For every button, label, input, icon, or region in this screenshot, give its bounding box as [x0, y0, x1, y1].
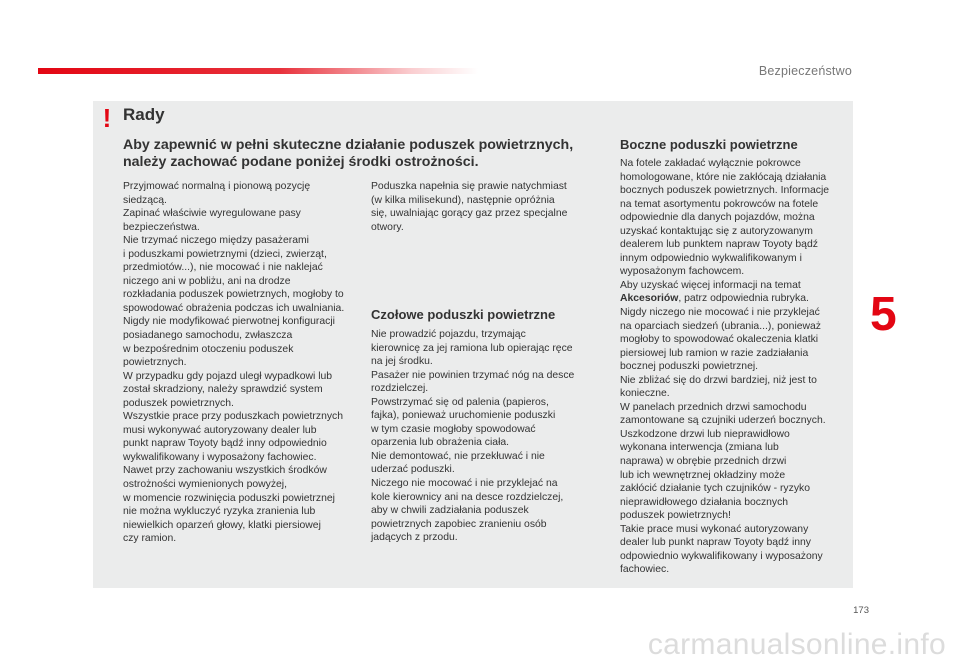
text-line: posiadanego samochodu, zwłaszcza	[123, 330, 293, 342]
text-line: uzyskać kontaktując się z autoryzowanym	[620, 225, 813, 237]
text-line: został skradziony, należy sprawdzić system	[123, 384, 323, 396]
accessories-rest: , patrz odpowiednia rubryka.	[678, 293, 809, 305]
text-line: W przypadku gdy pojazd uległ wypadkowi lub	[123, 370, 333, 382]
text-line: dealerem lub punktem napraw Toyoty bądź	[620, 239, 818, 251]
header-accent-bar	[38, 68, 478, 74]
warning-icon: !	[102, 103, 112, 133]
text-line: w tym czasie mogłoby spowodować	[371, 423, 536, 435]
text-line: zakłócić działanie tych czujników - ryzyko	[620, 483, 810, 495]
section-title: Bezpieczeństwo	[758, 64, 852, 78]
side-airbags-column	[620, 157, 852, 577]
text-line: Nie trzymać niczego między pasażerami	[123, 235, 309, 247]
text-line: Poduszka napełnia się prawie natychmiast	[371, 181, 567, 192]
text-line: bezpieczeństwa.	[123, 221, 200, 233]
text-line: niewielkich oparzeń głowy, klatki piersiowej	[123, 519, 321, 531]
panel-title: Rady	[123, 105, 165, 124]
text-line: Powstrzymać się od palenia (papieros,	[371, 396, 549, 408]
text-line: rozkładania poduszek powietrznych, mogłoby to	[123, 289, 344, 301]
text-line: otwory.	[371, 221, 404, 233]
text-line: wyposażonym fachowcem.	[620, 266, 745, 278]
text-line: nie można wykluczyć ryzyka zranienia lub	[123, 506, 316, 518]
text-line: wykonana interwencja (zmiana lub	[620, 442, 779, 454]
main-heading-line: należy zachować podane poniżej środki ostrożności.	[123, 153, 479, 170]
text-line: siedzącą.	[123, 194, 167, 206]
watermark: carmanualsonline.info	[647, 628, 946, 661]
text-line: Nie zbliżać się do drzwi bardziej, niż jest to	[620, 374, 817, 386]
text-line: zamontowane są czujniki uderzeń bocznych.	[620, 415, 826, 427]
accessories-line	[620, 292, 852, 306]
text-line: się, uwalniając gorący gaz przez specjalne	[371, 208, 568, 220]
text-line: wykwalifikowany i wyposażony fachowiec.	[123, 451, 317, 463]
main-heading	[123, 137, 603, 170]
text-line: Nie prowadzić pojazdu, trzymając	[371, 329, 526, 340]
text-line: dealer lub punkt napraw Toyoty bądź inny	[620, 537, 812, 549]
text-line: poduszek powietrznych!	[620, 510, 731, 522]
text-line: odpowiednio wykwalifikowany i wyposażony	[620, 550, 823, 562]
text-line: Nawet przy zachowaniu wszystkich środków	[123, 465, 327, 477]
text-line: aby w chwili zadziałania poduszek	[371, 505, 529, 517]
text-line: nieprawidłowego działania bocznych	[620, 496, 789, 508]
front-airbags-title: Czołowe poduszki powietrzne	[371, 307, 556, 322]
general-advice-column	[123, 180, 355, 546]
text-line: Takie prace musi wykonać autoryzowany	[620, 523, 809, 535]
text-line: powietrznych zapobiec zranieniu osób	[371, 518, 547, 530]
accessories-bold: Akcesoriów	[620, 293, 679, 305]
text-line: jadących z przodu.	[371, 532, 458, 544]
text-line: przedmiotów...), nie mocować i nie naklejać	[123, 262, 323, 274]
text-line: lub ich wewnętrznej okładziny może	[620, 469, 786, 481]
text-line: spowodować obrażenia podczas ich uwalniania.	[123, 302, 345, 314]
text-line: oparzenia lub obrażenia ciała.	[371, 437, 510, 449]
text-line: bocznych poduszek powietrznych. Informacje	[620, 185, 830, 197]
text-line: w bezpośrednim otoczeniu poduszek	[123, 343, 294, 355]
text-line: piersiowej lub ramion w razie zadziałania	[620, 347, 809, 359]
text-line: na oparciach siedzeń (ubrania...), ponieważ	[620, 320, 822, 332]
text-line: Aby uzyskać więcej informacji na temat	[620, 279, 801, 291]
text-line: Nigdy nie modyfikować pierwotnej konfiguracji	[123, 316, 335, 328]
text-line: ostrożności wymienionych powyżej,	[123, 479, 288, 491]
text-line: i poduszkami powietrznymi (dzieci, zwierząt,	[123, 248, 327, 260]
text-line: na jej środku.	[371, 356, 433, 368]
text-line: homologowane, które nie zakłócają działania	[620, 171, 827, 183]
text-line: mogłoby to spowodować okaleczenia klatki	[620, 334, 819, 346]
main-heading-line: Aby zapewnić w pełni skuteczne działanie poduszek powietrznych,	[123, 137, 574, 153]
text-line: Uszkodzone drzwi lub nieprawidłowo	[620, 428, 790, 440]
inflation-note-column	[371, 180, 603, 234]
text-line: Zapinać właściwie wyregulowane pasy	[123, 208, 301, 220]
text-line: poduszek powietrznych.	[123, 397, 234, 409]
text-line: fachowiec.	[620, 564, 670, 576]
text-line: innym odpowiednio wykwalifikowanym i	[620, 252, 802, 264]
page-number: 173	[853, 605, 869, 616]
side-airbags-title: Boczne poduszki powietrzne	[620, 137, 798, 152]
text-line: kole kierownicy ani na desce rozdzielczej,	[371, 491, 564, 503]
text-line: bocznej poduszki powietrznej.	[620, 361, 759, 373]
text-line: na temat asortymentu pokrowców na fotele	[620, 198, 819, 210]
text-line: niczego ani w pobliżu, ani na drodze	[123, 275, 291, 287]
text-line: (w kilka milisekund), następnie opróżnia	[371, 194, 555, 206]
text-line: kierownicę za jej ramiona lub opierając ręce	[371, 342, 573, 354]
text-line: rozdzielczej.	[371, 383, 429, 395]
text-line: fajka), ponieważ uruchomienie poduszki	[371, 410, 556, 422]
text-line: naprawa) w obrębie przednich drzwi	[620, 456, 787, 468]
text-line: punkt napraw Toyoty bądź inny odpowiednio	[123, 438, 327, 450]
text-line: odpowiednie dla danych pojazdów, można	[620, 212, 815, 224]
text-line: w momencie rozwinięcia poduszki powietrznej	[123, 492, 335, 504]
text-line: Na fotele zakładać wyłącznie pokrowce	[620, 158, 801, 169]
text-line: Nie demontować, nie przekłuwać i nie	[371, 450, 545, 462]
text-line: konieczne.	[620, 388, 670, 400]
text-line: czy ramion.	[123, 533, 177, 545]
chapter-number: 5	[870, 288, 897, 341]
text-line: Pasażer nie powinien trzymać nóg na desce	[371, 369, 575, 381]
text-line: uderzać poduszki.	[371, 464, 455, 476]
text-line: musi wykonywać autoryzowany dealer lub	[123, 424, 317, 436]
text-line: Nigdy niczego nie mocować i nie przyklejać	[620, 307, 820, 319]
text-line: Niczego nie mocować i nie przyklejać na	[371, 478, 558, 490]
text-line: W panelach przednich drzwi samochodu	[620, 401, 807, 413]
text-line: Wszystkie prace przy poduszkach powietrznych	[123, 411, 344, 423]
text-line: powietrznych.	[123, 357, 187, 369]
front-airbags-column	[371, 328, 603, 545]
text-line: Przyjmować normalną i pionową pozycję	[123, 181, 311, 192]
